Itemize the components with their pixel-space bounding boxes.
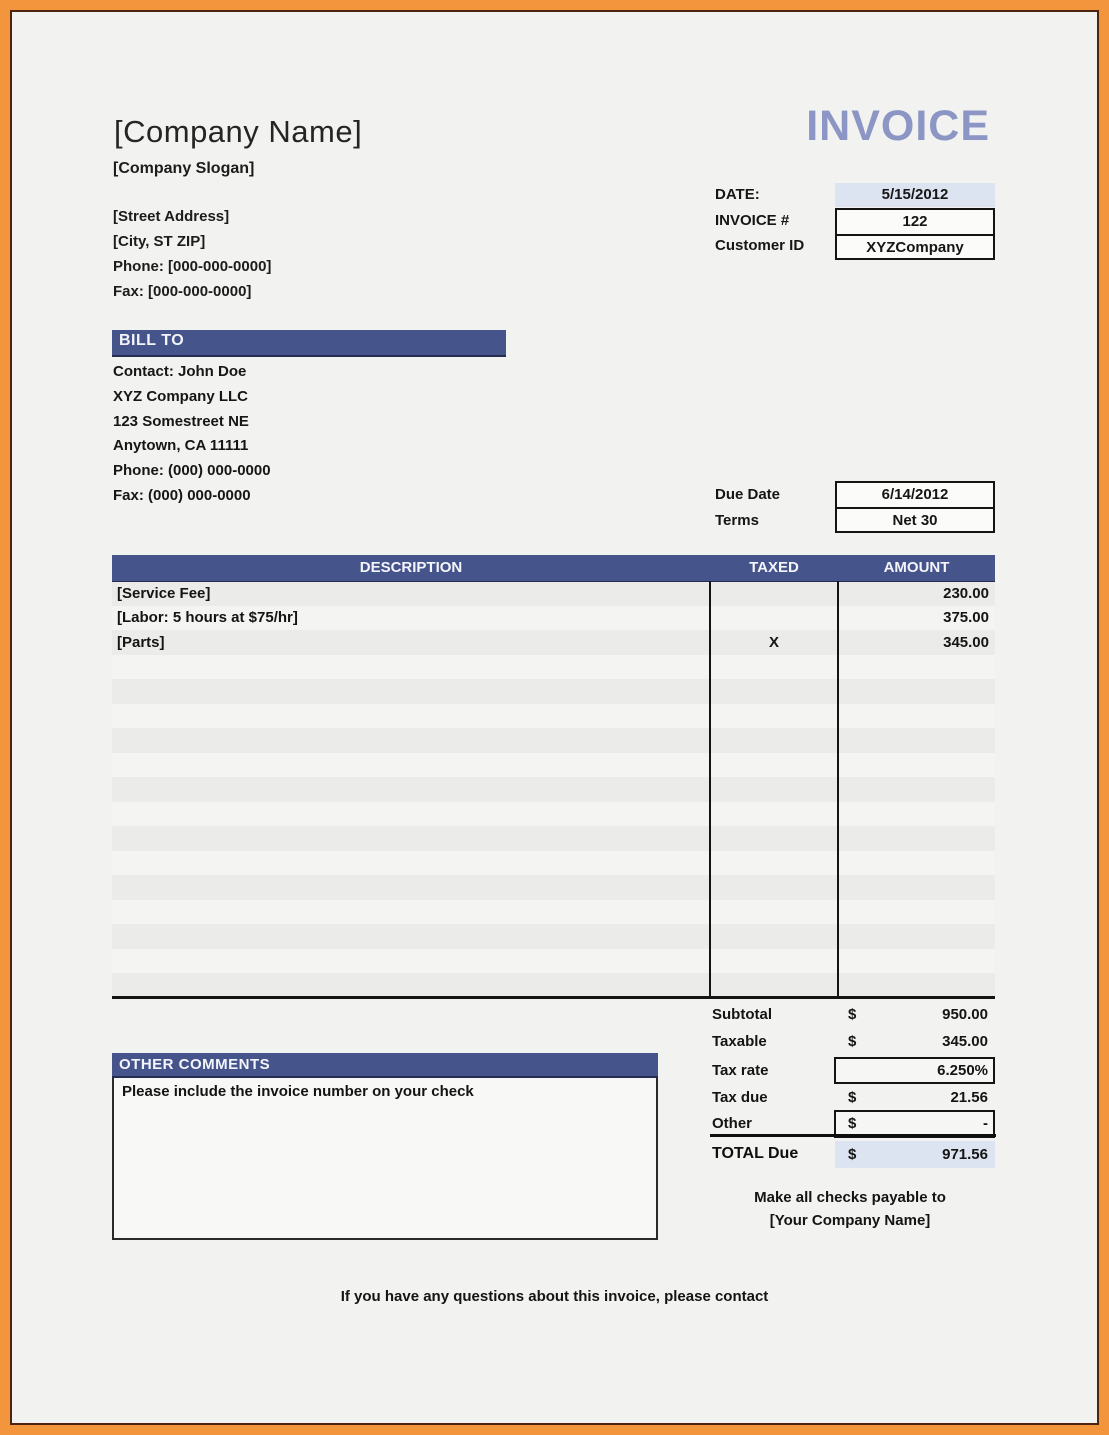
tax-rate-label: Tax rate [712, 1062, 769, 1079]
table-row [112, 802, 995, 827]
cell-taxed [710, 777, 838, 802]
cell-amount [838, 655, 995, 680]
cell-description [112, 753, 710, 778]
invoice-meta-box [835, 208, 995, 260]
table-row [112, 753, 995, 778]
cell-amount: 230.00 [838, 581, 995, 606]
date-label: DATE: [715, 186, 760, 203]
table-row [112, 900, 995, 925]
footer-contact-line: If you have any questions about this invoice, please contact [340, 1288, 769, 1305]
taxable-currency: $ [848, 1033, 857, 1050]
cell-taxed [710, 949, 838, 974]
bill-to-company: XYZ Company LLC [113, 387, 249, 405]
cell-amount [838, 802, 995, 827]
terms-value: Net 30 [837, 507, 993, 531]
cell-amount [838, 851, 995, 876]
table-row [112, 728, 995, 753]
table-row [112, 630, 995, 655]
cell-amount [838, 900, 995, 925]
totals-divider [710, 1134, 996, 1137]
cell-taxed [710, 875, 838, 900]
cell-amount [838, 875, 995, 900]
cell-amount [838, 949, 995, 974]
cell-taxed [710, 851, 838, 876]
cell-description [112, 973, 710, 998]
table-row [112, 851, 995, 876]
cell-taxed [710, 679, 838, 704]
table-row [112, 606, 995, 631]
company-name: [Company Name] [114, 114, 363, 149]
subtotal-label: Subtotal [712, 1006, 772, 1023]
bill-to-block [113, 360, 271, 509]
tax-due-currency: $ [848, 1089, 857, 1106]
subtotal-value: 950.00 [942, 1006, 988, 1023]
cell-taxed [710, 924, 838, 949]
checks-payable-line1: Make all checks payable to [754, 1189, 946, 1206]
cell-amount [838, 753, 995, 778]
other-comments-header: OTHER COMMENTS [112, 1053, 658, 1078]
bill-to-street: 123 Somestreet NE [113, 412, 249, 430]
date-value: 5/15/2012 [835, 183, 995, 207]
table-row [112, 655, 995, 680]
cell-taxed [710, 704, 838, 729]
other-comments-text: Please include the invoice number on your check [122, 1083, 474, 1100]
bill-to-phone: Phone: (000) 000-0000 [113, 462, 271, 480]
cell-taxed [710, 728, 838, 753]
due-terms-box [835, 481, 995, 533]
taxable-label: Taxable [712, 1033, 767, 1050]
cell-amount: 345.00 [838, 630, 995, 655]
cell-amount [838, 728, 995, 753]
cell-amount: 375.00 [838, 606, 995, 631]
table-row [112, 826, 995, 851]
table-row [112, 973, 995, 998]
cell-taxed [710, 973, 838, 998]
table-row [112, 704, 995, 729]
cell-description [112, 900, 710, 925]
tax-due-value: 21.56 [950, 1089, 988, 1106]
bill-to-fax: Fax: (000) 000-0000 [113, 486, 251, 504]
cell-taxed: X [710, 630, 838, 655]
cell-amount [838, 973, 995, 998]
column-header-amount: AMOUNT [838, 555, 995, 581]
table-row [112, 924, 995, 949]
tax-rate-value: 6.250% [937, 1062, 988, 1079]
column-header-taxed: TAXED [710, 555, 838, 581]
company-city: [City, ST ZIP] [113, 233, 206, 250]
checks-payable-note [690, 1186, 1010, 1232]
tax-rate-box [834, 1057, 995, 1084]
cell-description [112, 728, 710, 753]
table-row [112, 777, 995, 802]
total-due-label: TOTAL Due [712, 1145, 799, 1162]
other-value: - [983, 1115, 988, 1132]
cell-description [112, 802, 710, 827]
checks-payable-line2: [Your Company Name] [769, 1212, 931, 1229]
cell-amount [838, 924, 995, 949]
cell-taxed [710, 900, 838, 925]
cell-description: [Parts] [112, 630, 710, 655]
cell-description [112, 851, 710, 876]
tax-due-label: Tax due [712, 1089, 768, 1106]
due-date-label: Due Date [715, 486, 781, 503]
cell-taxed [710, 606, 838, 631]
bill-to-city: Anytown, CA 11111 [113, 437, 249, 455]
total-due-currency: $ [848, 1146, 857, 1163]
cell-description [112, 655, 710, 680]
cell-description [112, 826, 710, 851]
cell-description [112, 924, 710, 949]
other-comments-box [112, 1078, 658, 1240]
company-address [113, 204, 271, 304]
company-phone: Phone: [000-000-0000] [113, 258, 272, 275]
company-street: [Street Address] [113, 208, 230, 225]
line-items-table [112, 555, 995, 999]
column-header-description: DESCRIPTION [112, 555, 710, 581]
bill-to-contact: Contact: John Doe [113, 363, 247, 380]
cell-amount [838, 679, 995, 704]
invoice-table-body [112, 581, 995, 998]
company-fax: Fax: [000-000-0000] [113, 283, 252, 300]
taxable-value: 345.00 [942, 1033, 988, 1050]
cell-description: [Labor: 5 hours at $75/hr] [112, 606, 710, 631]
subtotal-currency: $ [848, 1006, 857, 1023]
cell-taxed [710, 655, 838, 680]
company-slogan: [Company Slogan] [113, 160, 255, 177]
invoice-number-value: 122 [902, 213, 928, 230]
cell-description [112, 777, 710, 802]
other-label: Other [712, 1115, 753, 1132]
cell-amount [838, 704, 995, 729]
cell-taxed [710, 826, 838, 851]
cell-description [112, 949, 710, 974]
table-row [112, 679, 995, 704]
other-currency: $ [848, 1115, 857, 1132]
invoice-number-label: INVOICE # [715, 212, 790, 229]
total-due-value: 971.56 [942, 1146, 988, 1163]
bill-to-header: BILL TO [112, 330, 506, 357]
line-items-section [112, 555, 995, 999]
cell-taxed [710, 581, 838, 606]
cell-description [112, 679, 710, 704]
cell-amount [838, 777, 995, 802]
cell-description [112, 875, 710, 900]
table-row [112, 875, 995, 900]
due-date-value: 6/14/2012 [881, 486, 949, 503]
cell-taxed [710, 802, 838, 827]
cell-description [112, 704, 710, 729]
terms-label: Terms [715, 512, 759, 529]
customer-id-value: XYZCompany [837, 234, 993, 258]
table-row [112, 949, 995, 974]
cell-amount [838, 826, 995, 851]
cell-taxed [710, 753, 838, 778]
invoice-title: INVOICE [806, 102, 990, 150]
table-header-row [112, 555, 995, 581]
table-row [112, 581, 995, 606]
customer-id-label: Customer ID [715, 237, 805, 254]
cell-description: [Service Fee] [112, 581, 710, 606]
